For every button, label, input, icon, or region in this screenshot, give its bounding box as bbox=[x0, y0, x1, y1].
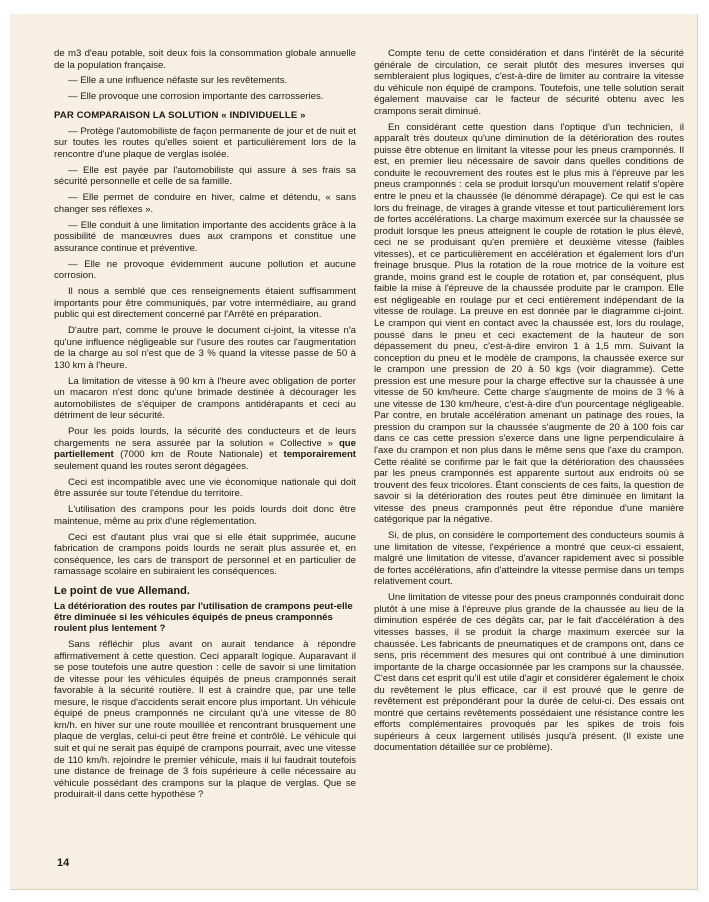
paragraph: Si, de plus, on considère le comportement des conducteurs soumis à une limitation de vitesse, l'expérience a montré que ceux-ci essaient, malgré une limitation de vitesse, d'avancer rapidement avec si possible de fortes accélérations, afin d'atteindre la vitesse permise dans un temps relativement court. bbox=[374, 530, 684, 588]
paragraph: Une limitation de vitesse pour des pneus cramponnés conduirait donc plutôt à une mise à l'épreuve plus grande de la chaussée au lieu de la diminution espérée de ces dégâts car, par le fait d'accélération à des vitesses basses, il se produit la charge maximum exercée sur la chaussée. Les fabricants de pneumatiques et de crampons ont, dans ce sens, pris récemment des mesures qui ont contribué à une diminution importante de la charge occasionnée par les crampons sur la chaussée. C'est dans cet esprit qu'il est utile d'agir et considérer également le choix du revêtement le plus efficace, car il est prouvé que le genre de revêtement est prépondérant pour la durée de celui-ci. Des essais ont montré que certains revêtements possédaient une résistance contre les efforts complémentaires provoqués par les spikes de trois fois supérieurs à ceux largement utilisés jusqu'à présent. (Il existe une documentation détaillée sur ce problème). bbox=[374, 592, 684, 754]
paragraph: — Elle a une influence néfaste sur les revêtements. bbox=[68, 75, 288, 87]
paragraph: — Protège l'automobiliste de façon permanente de jour et de nuit et sur toutes les routes qu'elles soient et particulièrement lors de la rencontre d'une plaque de verglas isolée. bbox=[54, 125, 356, 160]
paragraph: L'utilisation des crampons pour les poids lourds doit donc être maintenue, même au prix d'une réglementation. bbox=[54, 504, 356, 527]
paragraph: — Elle provoque une corrosion importante des carrosseries. bbox=[68, 91, 324, 103]
paragraph: La limitation de vitesse à 90 km à l'heure avec obligation de porter un macaron n'est donc qu'une brimade destinée à décourager les automobilistes de s'équiper de crampons antidérapants et ceci au détriment de leur sécurité. bbox=[54, 375, 356, 422]
paragraph: Compte tenu de cette considération et dans l'intérêt de la sécurité générale de circulation, ce serait plutôt des mesures inverses qui sembleraient plus logiques, c'est-à-dire de limiter au contraire la vitesse du véhicule non équipé de crampons. Toutefois, une telle solution serait également mauvaise car le facteur de sécurité obtenu avec les crampons serait diminué. bbox=[374, 48, 684, 117]
section-heading-allemand: Le point de vue Allemand. bbox=[54, 584, 190, 597]
text-run: (7000 km de Route Nationale) et bbox=[120, 449, 278, 461]
paragraph: Il nous a semblé que ces renseignements étaient suffisamment importants pour être communiqués, par votre intermédiaire, au grand public qui est directement concerné par l'Arrêté en préparation. bbox=[54, 286, 356, 321]
paragraph: Ceci est incompatible avec une vie économique nationale qui doit être assurée sur toute l'étendue du territoire. bbox=[54, 476, 356, 500]
paragraph-poids-lourds bbox=[54, 426, 356, 472]
section-heading-individuelle: PAR COMPARAISON LA SOLUTION « INDIVIDUELLE » bbox=[54, 109, 306, 121]
paragraph: de m3 d'eau potable, soit deux fois la consommation globale annuelle de la population française. bbox=[54, 48, 356, 71]
paragraph: — Elle ne provoque évidemment aucune pollution et aucune corrosion. bbox=[54, 258, 356, 282]
paragraph: D'autre part, comme le prouve le document ci-joint, la vitesse n'a qu'une influence négligeable sur l'usure des routes car l'augmentation de la charge au sol n'est que de 3 % quand la vitesse passe de 50 à 130 km à l'heure. bbox=[54, 325, 356, 371]
left-column bbox=[54, 48, 356, 805]
page-number: 14 bbox=[57, 857, 70, 869]
paragraph: — Elle est payée par l'automobiliste qui assure à ses frais sa sécurité personnelle et celle de sa famille. bbox=[54, 164, 356, 188]
right-column bbox=[374, 48, 684, 758]
text-run: Pour les poids lourds, la sécurité des conducteurs et de leurs chargements ne sera assurée par la solution « Collective » bbox=[54, 426, 356, 449]
paragraph: — Elle permet de conduire en hiver, calme et détendu, « sans changer ses réflexes ». bbox=[54, 192, 356, 215]
printed-page bbox=[10, 14, 698, 890]
paragraph: Sans réfléchir plus avant on aurait tendance à répondre affirmativement à cette question. Ceci apparaît logique. Auparavant il se pose toutefois une autre question : celle de savoir si une limitation de vitesse pour les véhicules équipés de pneus cramponnés serait favorable à la sécurité routière. Il est à craindre que, par une telle mesure, le risque d'accidents serait encore plus important. Un véhicule équipé de pneus cramponnés ne circulant qu'à une vitesse de 80 km/h. en hiver sur une route mouillée et rencontrant brusquement une plaque de verglas, celui-ci peut être freiné et contrôlé. Le véhicule qui suit et qui ne serait pas équipé de crampons pourrait, avec une vitesse de 110 km/h. rejoindre le premier véhicule, mais il lui faudrait toutefois une distance de freinage de 3 fois supérieure à celle nécessaire au véhicule possédant des crampons sur la plaque de verglas. Que se produirait-il dans cette hypothèse ? bbox=[54, 639, 356, 801]
emphasis-partiellement: que partiellement bbox=[54, 437, 356, 461]
emphasis-temporairement: temporairement bbox=[283, 449, 357, 461]
subheading-question: La détérioration des routes par l'utilisation de crampons peut-elle être diminuée si les véhicules équipés de pneus cramponnés roulent plus lentement ? bbox=[54, 600, 353, 634]
paragraph: En considérant cette question dans l'optique d'un technicien, il apparaît très douteux qu'une diminution de la détérioration des routes puisse être obtenue en limitant la vitesse pour les pneus cramponnés. Il est, en premier lieu nécessaire de savoir dans quelles conditions de conduite le recouvrement des routes est le plus mis à l'épreuve par les pneus cramponnés : cela se produit lorsqu'un mouvement relatif s'opère entre le pneu et la chaussée (le dénommé dérapage). Ce qui est le cas lors du freinage, de virages à grande vitesse et tout particulièrement lors de fortes accélérations. La charge maximum exercée sur la chaussée se produit lorsque les pneus atteignent le couple de rotation le plus élevé, ceci ne se produisant qu'en première et deuxième vitesse (faibles vitesses), et ce particulièrement en accélération et également lors d'un freinage brusque. Plus la rotation de la roue motrice de la voiture est grande, moins grand est le couple de rotation et, par conséquent, plus faible la mise à l'épreuve de la chaussée produite par le crampon. Elle est négligeable en roulage pur et ceci entièrement indépendant de la vitesse de roulage. La preuve en est donnée par le diagramme ci-joint. Le crampon qui vient en contact avec la chaussée est, lors du roulage, poussé dans le pneu et ceci exactement de la hauteur de son dépassement du pneu, c'est-à-dire environ 1 à 1,5 mm. Suivant la conception du pneu et le modèle de crampons, la chaussée exerce sur le crampon une pression de 20 à 50 kgs (voir diagramme). Cette pression est une mesure pour la charge effective sur la chaussée à une vitesse de 50 km/heure. Cette charge s'augmente de moins de 3 % à une vitesse de 130 km/heure, c'est-à-dire d'un pourcentage négligeable. Par contre, en brutale accélération amenant un patinage des roues, la pression du crampon sur la chaussée s'augmente de 20 à 100 fois car dans ce cas cette pression s'exerce dans une ligne perpendiculaire à l'axe du crampon et non plus dans le même sens que l'axe du crampon. Cette réalité se confirme par le fait que la détérioration des chaussées par les pneus cramponnés est apparente surtout aux endroits où se trouvent des feux tricolores. Étant conscients de ces faits, la question de savoir si la détérioration des routes peut être diminuée en limitant la vitesse des pneus cramponnés peut être répondue d'une manière catégorique par la négative. bbox=[374, 121, 684, 526]
text-run: seulement quand les routes seront dégagées. bbox=[54, 460, 249, 472]
paragraph: — Elle conduit à une limitation importante des accidents grâce à la possibilité de manœuvres dues aux crampons et constitue une assurance continue et préventive. bbox=[54, 219, 356, 254]
paragraph: Ceci est d'autant plus vrai que si elle était supprimée, aucune fabrication de crampons poids lourds ne serait plus assurée et, en conséquence, les cars de transport de personnel et en particulier de ramassage scolaire en subiraient les conséquences. bbox=[54, 531, 356, 578]
